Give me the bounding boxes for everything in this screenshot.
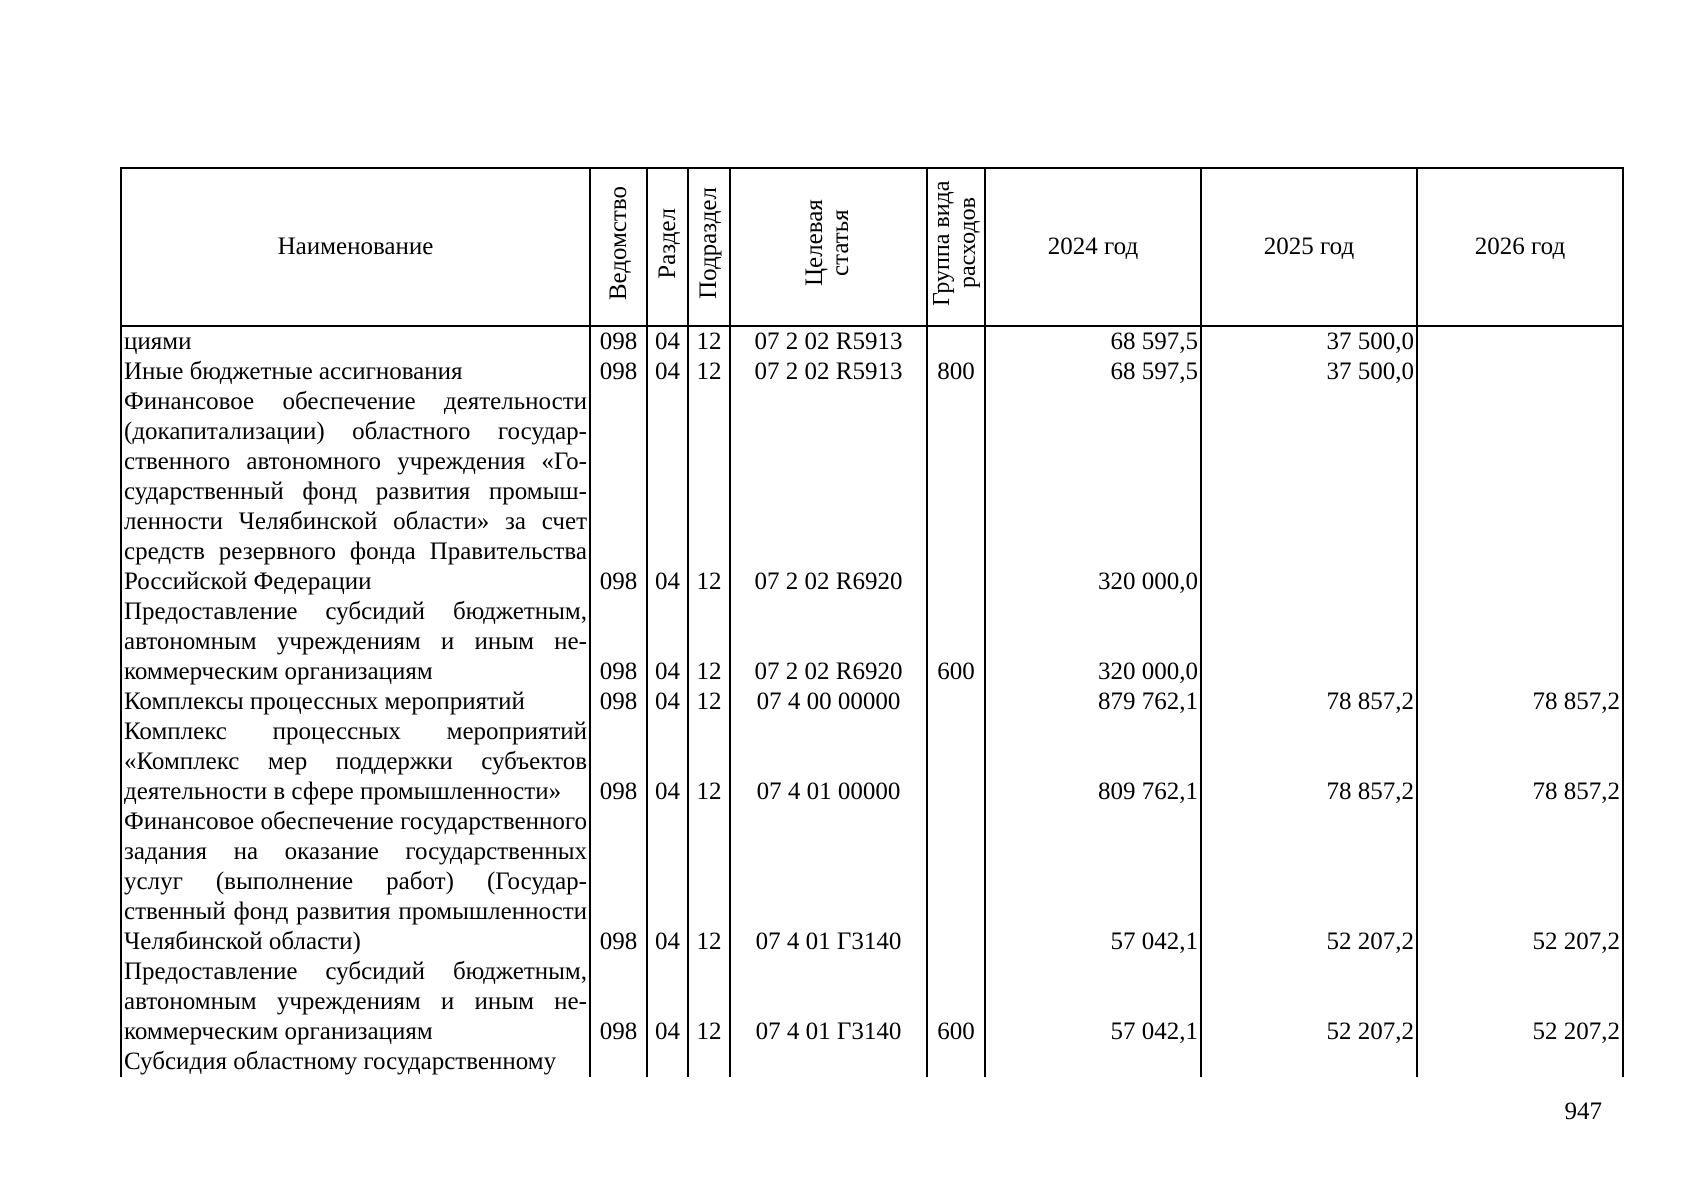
cell-name: Финансовое обеспечение деятельности (докапитализации) областного государственного автономного учреждения «Государственный фонд развития промышленности Челябинской области» за счет средств резервного фонда Правительства Российской Федерации bbox=[121, 387, 590, 597]
cell-2026: 78 857,2 bbox=[1417, 717, 1623, 807]
cell-target-article: 07 4 01 Г3140 bbox=[730, 957, 927, 1047]
cell-department: 098 bbox=[590, 687, 647, 717]
table-header bbox=[121, 168, 1623, 326]
cell-2026: 52 207,2 bbox=[1417, 957, 1623, 1047]
cell-department: 098 bbox=[590, 717, 647, 807]
cell-department: 098 bbox=[590, 957, 647, 1047]
cell-2026 bbox=[1417, 326, 1623, 357]
cell-2024: 57 042,1 bbox=[985, 807, 1201, 957]
cell-name: Финансовое обеспечение государственного задания на оказание государственных услуг (выполнение работ) (Государственный фонд развития промышленности Челябинской области) bbox=[121, 807, 590, 957]
cell-department: 098 bbox=[590, 597, 647, 687]
cell-subsection: 12 bbox=[688, 387, 730, 597]
cell-2025: 52 207,2 bbox=[1201, 957, 1417, 1047]
cell-2025 bbox=[1201, 1047, 1417, 1077]
cell-section: 04 bbox=[647, 957, 688, 1047]
header-name: Наименование bbox=[121, 168, 590, 326]
header-expense-group: Группа вида расходов bbox=[927, 168, 985, 326]
cell-department bbox=[590, 1047, 647, 1077]
cell-subsection: 12 bbox=[688, 687, 730, 717]
cell-subsection: 12 bbox=[688, 717, 730, 807]
cell-target-article: 07 4 01 00000 bbox=[730, 717, 927, 807]
cell-section: 04 bbox=[647, 597, 688, 687]
cell-target-article: 07 2 02 R5913 bbox=[730, 357, 927, 387]
header-target-article: Целевая статья bbox=[730, 168, 927, 326]
table-row bbox=[121, 326, 1623, 357]
cell-2025: 78 857,2 bbox=[1201, 717, 1417, 807]
cell-2026 bbox=[1417, 1047, 1623, 1077]
cell-2026 bbox=[1417, 357, 1623, 387]
cell-name: Комплексы процессных мероприятий bbox=[121, 687, 590, 717]
cell-department: 098 bbox=[590, 387, 647, 597]
cell-section: 04 bbox=[647, 387, 688, 597]
table-row bbox=[121, 357, 1623, 387]
header-subsection: Подраздел bbox=[688, 168, 730, 326]
cell-target-article: 07 2 02 R6920 bbox=[730, 387, 927, 597]
cell-target-article: 07 2 02 R5913 bbox=[730, 326, 927, 357]
table-body bbox=[121, 326, 1623, 1077]
cell-department: 098 bbox=[590, 807, 647, 957]
cell-expense-group: 800 bbox=[927, 357, 985, 387]
cell-section bbox=[647, 1047, 688, 1077]
cell-name: Комплекс процессных мероприятий «Комплекс мер поддержки субъектов деятельности в сфере промышленности» bbox=[121, 717, 590, 807]
cell-2025: 37 500,0 bbox=[1201, 357, 1417, 387]
cell-2026 bbox=[1417, 387, 1623, 597]
cell-section: 04 bbox=[647, 357, 688, 387]
cell-target-article: 07 4 01 Г3140 bbox=[730, 807, 927, 957]
cell-section: 04 bbox=[647, 807, 688, 957]
cell-department: 098 bbox=[590, 326, 647, 357]
table-row bbox=[121, 807, 1623, 957]
header-year-2026: 2026 год bbox=[1417, 168, 1623, 326]
cell-2025: 52 207,2 bbox=[1201, 807, 1417, 957]
cell-section: 04 bbox=[647, 687, 688, 717]
cell-subsection: 12 bbox=[688, 326, 730, 357]
header-year-2025: 2025 год bbox=[1201, 168, 1417, 326]
cell-2024 bbox=[985, 1047, 1201, 1077]
cell-target-article: 07 4 00 00000 bbox=[730, 687, 927, 717]
page-number: 947 bbox=[1564, 1098, 1602, 1125]
cell-expense-group bbox=[927, 326, 985, 357]
table-row bbox=[121, 597, 1623, 687]
cell-2024: 320 000,0 bbox=[985, 597, 1201, 687]
cell-2024: 809 762,1 bbox=[985, 717, 1201, 807]
cell-2026: 52 207,2 bbox=[1417, 807, 1623, 957]
cell-2024: 57 042,1 bbox=[985, 957, 1201, 1047]
cell-2026: 78 857,2 bbox=[1417, 687, 1623, 717]
cell-2026 bbox=[1417, 597, 1623, 687]
cell-2024: 68 597,5 bbox=[985, 357, 1201, 387]
cell-expense-group: 600 bbox=[927, 597, 985, 687]
cell-2025: 37 500,0 bbox=[1201, 326, 1417, 357]
cell-name: циями bbox=[121, 326, 590, 357]
cell-expense-group: 600 bbox=[927, 957, 985, 1047]
cell-expense-group bbox=[927, 387, 985, 597]
cell-department: 098 bbox=[590, 357, 647, 387]
cell-2025 bbox=[1201, 597, 1417, 687]
cell-expense-group bbox=[927, 717, 985, 807]
cell-subsection: 12 bbox=[688, 357, 730, 387]
header-year-2024: 2024 год bbox=[985, 168, 1201, 326]
cell-subsection: 12 bbox=[688, 957, 730, 1047]
cell-name: Субсидия областному государственному bbox=[121, 1047, 590, 1077]
budget-table bbox=[120, 167, 1624, 1077]
cell-2025 bbox=[1201, 387, 1417, 597]
cell-2025: 78 857,2 bbox=[1201, 687, 1417, 717]
cell-subsection bbox=[688, 1047, 730, 1077]
cell-subsection: 12 bbox=[688, 597, 730, 687]
table-row bbox=[121, 1047, 1623, 1077]
cell-target-article bbox=[730, 1047, 927, 1077]
header-department: Ведомство bbox=[590, 168, 647, 326]
table-row bbox=[121, 957, 1623, 1047]
cell-2024: 68 597,5 bbox=[985, 326, 1201, 357]
table-row bbox=[121, 717, 1623, 807]
cell-subsection: 12 bbox=[688, 807, 730, 957]
header-section: Раздел bbox=[647, 168, 688, 326]
cell-name: Предоставление субсидий бюджетным, автономным учреждениям и иным некоммерческим организациям bbox=[121, 957, 590, 1047]
cell-name: Предоставление субсидий бюджетным, автономным учреждениям и иным некоммерческим организациям bbox=[121, 597, 590, 687]
cell-target-article: 07 2 02 R6920 bbox=[730, 597, 927, 687]
table-row bbox=[121, 387, 1623, 597]
cell-section: 04 bbox=[647, 717, 688, 807]
cell-expense-group bbox=[927, 687, 985, 717]
cell-expense-group bbox=[927, 1047, 985, 1077]
cell-expense-group bbox=[927, 807, 985, 957]
table-row bbox=[121, 687, 1623, 717]
cell-name: Иные бюджетные ассигнования bbox=[121, 357, 590, 387]
cell-2024: 320 000,0 bbox=[985, 387, 1201, 597]
cell-2024: 879 762,1 bbox=[985, 687, 1201, 717]
cell-section: 04 bbox=[647, 326, 688, 357]
